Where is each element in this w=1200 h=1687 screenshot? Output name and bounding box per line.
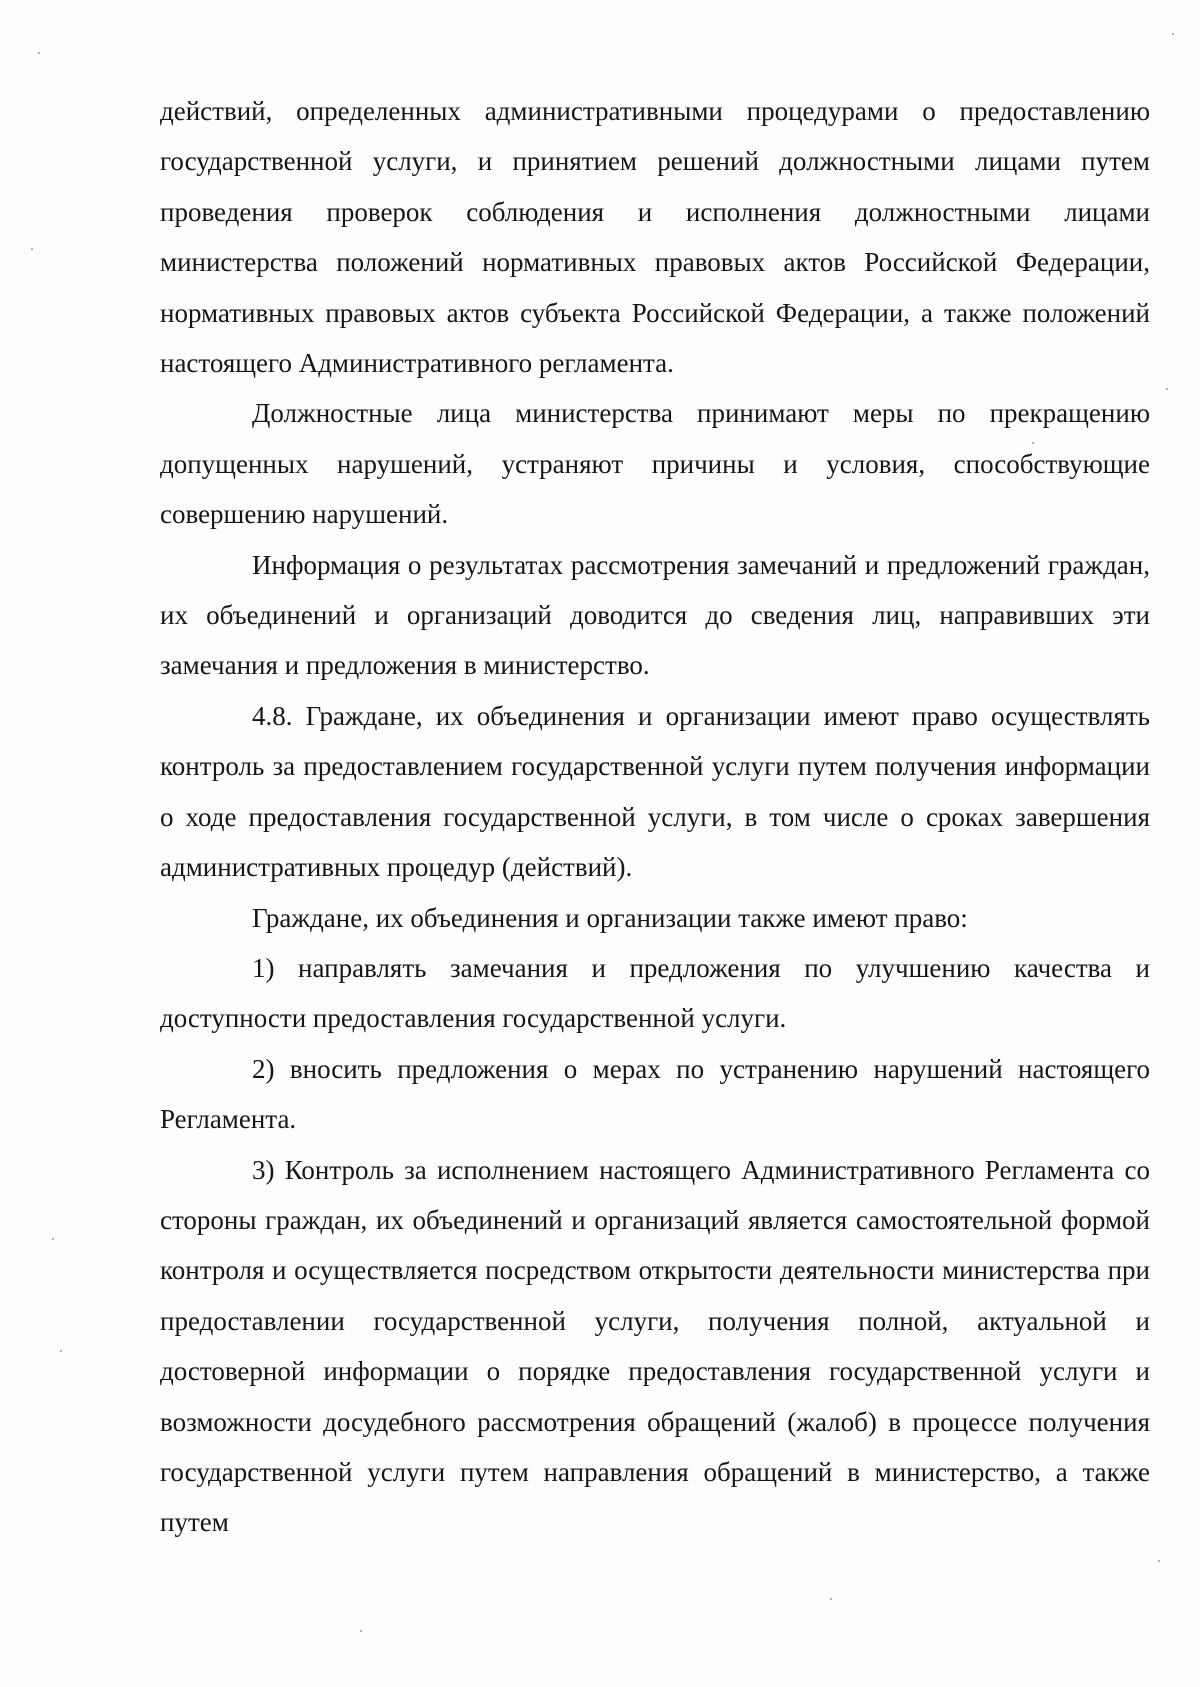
paragraph-results-information: Информация о результатах рассмотрения замечаний и предложений граждан, их объединений и организаций доводится до сведения лиц, направивших эти замечания и предложения в министерство. (160, 549, 1150, 681)
scan-speck (31, 248, 33, 250)
paragraph-item-1: 1) направлять замечания и предложения по улучшению качества и доступности предоставления государственной услуги. (160, 952, 1150, 1034)
paragraph-officials-measures: Должностные лица министерства принимают меры по прекращению допущенных нарушений, устраняют причины и условия, способствующие совершению нарушений. (160, 398, 1150, 530)
paragraph-section-4-8: 4.8. Граждане, их объединения и организации имеют право осуществлять контроль за предоставлением государственной услуги путем получения информации о ходе предоставления государственной услуги, в том числе о сроках завершения административных процедур (действий). (160, 700, 1150, 883)
scan-speck (52, 1238, 54, 1240)
paragraph-rights-intro: Граждане, их объединения и организации также имеют право: (252, 902, 968, 933)
body-text (160, 86, 1150, 1548)
paragraph-item-3: 3) Контроль за исполнением настоящего Административного Регламента со стороны граждан, их объединений и организаций является самостоятельной формой контроля и осуществляется посредством открытости деятельности министерства при предоставлении государственной услуги, получения полной, актуальной и достоверной информации о порядке предоставления государственной услуги и возможности досудебного рассмотрения обращений (жалоб) в процессе получения государственной услуги путем направления обращений в министерство, а также путем (160, 1154, 1150, 1538)
scan-speck (1158, 1560, 1160, 1562)
scan-speck (38, 52, 40, 54)
scan-speck (830, 1598, 832, 1600)
scan-speck (60, 1350, 62, 1352)
scan-speck (1166, 388, 1168, 390)
paragraph-item-2: 2) вносить предложения о мерах по устранению нарушений настоящего Регламента. (160, 1053, 1150, 1135)
scan-speck (360, 1630, 362, 1632)
paragraph-continuation: действий, определенных административными процедурами о предоставлению государственной услуги, и принятием решений должностными лицами путем проведения проверок соблюдения и исполнения должностными лицами министерства положений нормативных правовых актов Российской Федерации, нормативных правовых актов субъекта Российской Федерации, а также положений настоящего Административного регламента. (160, 96, 1150, 379)
scan-speck (1172, 33, 1174, 35)
